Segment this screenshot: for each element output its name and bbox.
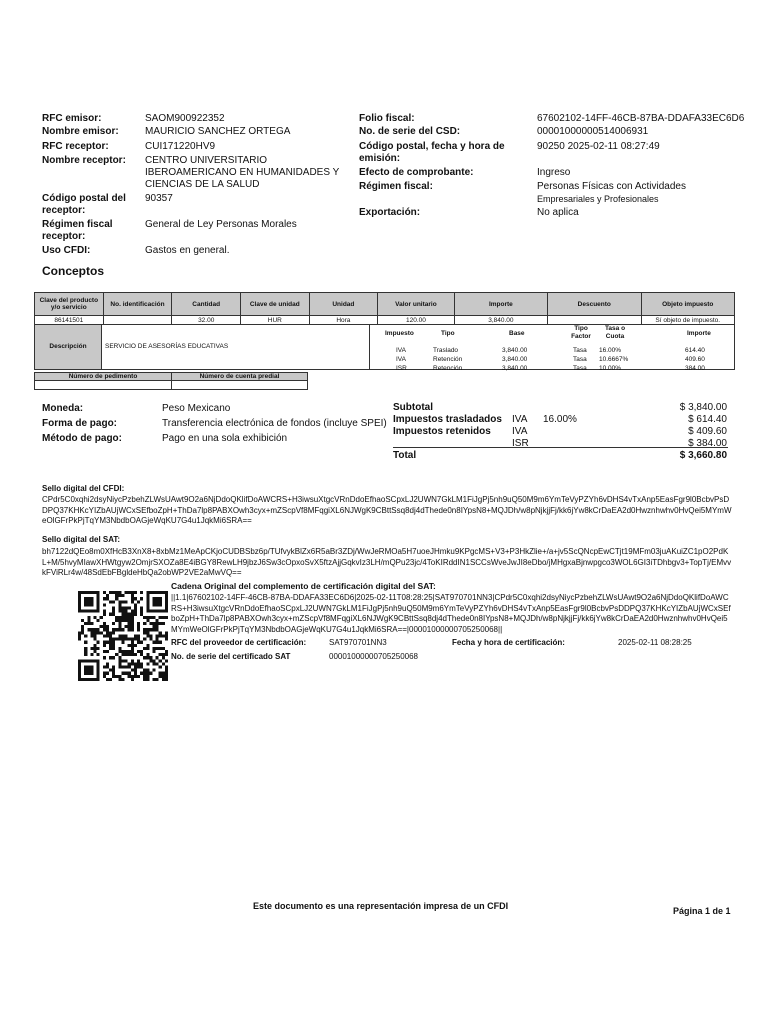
cp-receptor-label: Código postal del receptor: <box>42 193 126 216</box>
total-label: Total <box>393 450 417 461</box>
rfc-receptor-value: CUI171220HV9 <box>145 141 216 152</box>
trasladados-iva: IVA <box>512 414 528 425</box>
descripcion-label: Descripción <box>49 343 87 350</box>
cp-fecha-value: 90250 2025-02-11 08:27:49 <box>537 141 660 152</box>
predial-label: Número de cuenta predial <box>172 373 308 381</box>
pedimento-table <box>34 372 308 390</box>
cell-unidad: Hora <box>309 316 378 325</box>
tax-header-impuesto: Impuesto <box>385 330 414 337</box>
rfc-receptor-label: RFC receptor: <box>42 141 109 152</box>
tax-header-base: Base <box>509 330 525 337</box>
impuestos-cell <box>370 324 735 370</box>
exportacion-value: No aplica <box>537 207 579 218</box>
col-descuento: Descuento <box>548 293 641 316</box>
nombre-receptor-value: CENTRO UNIVERSITARIO IBEROAMERICANO EN HUMANIDADES Y CIENCIAS DE LA SALUD <box>145 155 340 190</box>
trasladados-value: $ 614.40 <box>688 414 727 425</box>
forma-pago-label: Forma de pago: <box>42 418 118 429</box>
metodo-pago-value: Pago en una sola exhibición <box>162 433 288 444</box>
tax-col-importe: 614.40 409.60 384.00 <box>685 347 705 372</box>
retenidos-isr-value: $ 384.00 <box>688 438 727 449</box>
csd-label: No. de serie del CSD: <box>359 126 461 137</box>
cp-fecha-label: Código postal, fecha y hora de emisión: <box>359 141 505 164</box>
cell-clave-unidad: HUR <box>241 316 310 325</box>
cell-valor-unitario: 120.00 <box>378 316 455 325</box>
subtotal-value: $ 3,840.00 <box>679 402 727 413</box>
retenidos-iva: IVA <box>512 426 528 437</box>
page-number: Página 1 de 1 <box>673 906 731 916</box>
retenidos-iva-value: $ 409.60 <box>688 426 727 437</box>
tax-header-tipo-factor: Tipo Factor <box>571 325 591 340</box>
efecto-value: Ingreso <box>537 167 571 178</box>
exportacion-label: Exportación: <box>359 207 421 218</box>
predial-value <box>172 381 308 390</box>
tax-col-tasa: 16.00% 10.6667% 10.00% <box>599 347 629 372</box>
sello-cfdi-value: CPdr5C0xqhi2dsyNiycPzbehZLWsUAwt9O2a6NjDdoQKlifDoAWCRS+H3iwsuXtgcVRnDdoEfhaoSCpxLJ2UWN7GkLM1FiJgPj5nh9uQ50M9m6YmTeVyPZYh6vDHS4vTxAnp5EasFgr9l0BcbvPsDDPQ37KHKcYIZbAUjWCxSEfboZpH+ThDa7lp8PABXOwh3cyx+mZScpVf8MFqgiXL6NJWgK9CBttSsq8dj4dThede0n8IYpsN8+MQJDh/w8pNjkjjFj/kk6jYw8kCrDaEA2d0Hwznhwhv0HvQei5MYmWeOlGFrPkPjTqYM3NbdbOAGjeWqKU7G4u1JqkMi6SRA== <box>42 495 732 525</box>
tax-col-impuesto: IVA IVA ISR <box>396 347 407 372</box>
fecha-certificacion-value: 2025-02-11 08:28:25 <box>618 638 692 647</box>
rfc-emisor-value: SAOM900922352 <box>145 113 225 124</box>
col-clave-unidad: Clave de unidad <box>241 293 310 316</box>
nombre-receptor-label: Nombre receptor: <box>42 155 126 166</box>
pedimento-value <box>35 381 172 390</box>
descripcion-value: SERVICIO DE ASESORÍAS EDUCATIVAS <box>105 343 229 350</box>
regimen-receptor-label: Régimen fiscal receptor: <box>42 219 113 242</box>
nombre-emisor-value: MAURICIO SANCHEZ ORTEGA <box>145 126 291 137</box>
col-objeto-impuesto: Objeto impuesto <box>641 293 735 316</box>
retenidos-label: Impuestos retenidos <box>393 426 491 437</box>
regimen-receptor-value: General de Ley Personas Morales <box>145 219 297 230</box>
col-unidad: Unidad <box>309 293 378 316</box>
regimen-value: Personas Físicas con Actividades Empresariales y Profesionales <box>537 181 686 204</box>
regimen-label: Régimen fiscal: <box>359 181 433 192</box>
qr-code-icon <box>78 591 168 681</box>
cell-cantidad: 32.00 <box>172 316 241 325</box>
folio-fiscal-label: Folio fiscal: <box>359 113 415 124</box>
conceptos-table <box>34 292 735 325</box>
trasladados-label: Impuestos trasladados <box>393 414 502 425</box>
csd-value: 00001000000514006931 <box>537 126 649 137</box>
rfc-emisor-label: RFC emisor: <box>42 113 102 124</box>
fecha-certificacion-label: Fecha y hora de certificación: <box>452 638 565 647</box>
nombre-emisor-label: Nombre emisor: <box>42 126 119 137</box>
total-value: $ 3,660.80 <box>679 450 727 461</box>
col-importe: Importe <box>454 293 547 316</box>
subtotal-label: Subtotal <box>393 402 433 413</box>
trasladados-tasa: 16.00% <box>543 414 577 425</box>
tax-col-base: 3,840.00 3,840.00 3,840.00 <box>502 347 528 372</box>
descripcion-cell <box>102 324 370 370</box>
proveedor-value: SAT970701NN3 <box>329 638 387 647</box>
col-no-identificacion: No. identificación <box>103 293 172 316</box>
tax-header-tasa: Tasa o Cuota <box>604 325 626 340</box>
tax-header-importe: Importe <box>687 330 711 337</box>
retenidos-isr: ISR <box>512 438 529 449</box>
cadena-original-value: ||1.1|67602102-14FF-46CB-87BA-DDAFA33EC6D6|2025-02-11T08:28:25|SAT970701NN3|CPdr5C0xqhi2dsyNiycPzbehZLWsUAwt9O2a6NjDdoQKlifDoAWCRS+H3iwsuXtgcVRnDdoEfhaoSCpxLJ2UWN7GkLM1FiJgPj5nh9uQ50M9m6YmTeVyPZYh6vDHS4vTxAnp5EasFgr9l0BcbvPsDDPQ37KHKcYIZbAUjWCxSEfboZpH+ThDa7lp8PABXOwh3cyx+mZScpVf8MFqgiXL6NJWgK9CBttSsq8dj4dThede0n8IYpsN8+MQJDh/w8pNjkjjFj/kk6jYw8kCrDaEA2d0Hwznhwhv0HvQei5MYmWeOlGFrPkPjTqYM3NbdbOAGjeWqKU7G4u1JqkMi6SRA==|00001000000705250068|| <box>171 593 731 634</box>
cell-clave: 86141501 <box>35 316 104 325</box>
col-cantidad: Cantidad <box>172 293 241 316</box>
descripcion-label-cell <box>34 324 102 370</box>
uso-cfdi-value: Gastos en general. <box>145 245 230 256</box>
moneda-value: Peso Mexicano <box>162 403 231 414</box>
efecto-label: Efecto de comprobante: <box>359 167 474 178</box>
tax-header-tipo: Tipo <box>441 330 455 337</box>
cadena-original-label: Cadena Original del complemento de certificación digital del SAT: <box>171 581 436 591</box>
tax-col-factor: Tasa Tasa Tasa <box>573 347 587 372</box>
serie-sat-value: 00001000000705250068 <box>329 652 418 661</box>
pedimento-label: Número de pedimento <box>35 373 172 381</box>
total-divider <box>393 447 728 448</box>
folio-fiscal-value: 67602102-14FF-46CB-87BA-DDAFA33EC6D6 <box>537 113 745 124</box>
tax-col-tipo: Traslado Retención Retención <box>433 347 463 372</box>
uso-cfdi-label: Uso CFDI: <box>42 245 91 256</box>
conceptos-title: Conceptos <box>42 264 105 278</box>
sello-cfdi-label: Sello digital del CFDI: <box>42 484 125 493</box>
cell-objeto-impuesto: Sí objeto de impuesto. <box>641 316 735 325</box>
proveedor-label: RFC del proveedor de certificación: <box>171 638 307 647</box>
sello-sat-value: bh7122dQEo8m0XfHcB3XnX8+8xbMz1MeApCKjoCUDBSbz6p/TUfvykBlZx6R5aBr3ZDj/WwJeRMOa5H7uoeJHmku9KPgcMS+V3+P3HkZlie+/a+jv5ScQNcpEwCTjt19MFm03juAKuiZC1pO2PdKL+M/5hvyMIawXHWtgyw2OmjrSXOZa8E4iBGY8RewLH9jbzJ6Sw3cOpxoSvX5ftzAjjGqkvIz3LH/mQPu23jc/4ToKIRddIN1SCCsWveJwJI8eDbo/jMHgxaBjnwpgco3WOL6GI3iTDhbgv3+TopTj/EMvvkFViRLr4w/48SdEbFBgldeHbQa2obWP2VE2aMwVQ== <box>42 547 732 577</box>
metodo-pago-label: Método de pago: <box>42 433 122 444</box>
sello-sat-label: Sello digital del SAT: <box>42 535 121 544</box>
col-valor-unitario: Valor unitario <box>378 293 455 316</box>
cp-receptor-value: 90357 <box>145 193 173 204</box>
col-clave-producto: Clave del producto y/o servicio <box>35 293 104 316</box>
moneda-label: Moneda: <box>42 403 84 414</box>
cell-importe: 3,840.00 <box>454 316 547 325</box>
forma-pago-value: Transferencia electrónica de fondos (incluye SPEI) <box>162 418 387 429</box>
leyenda-cfdi: Este documento es una representación impresa de un CFDI <box>253 901 509 911</box>
serie-sat-label: No. de serie del certificado SAT <box>171 652 291 661</box>
